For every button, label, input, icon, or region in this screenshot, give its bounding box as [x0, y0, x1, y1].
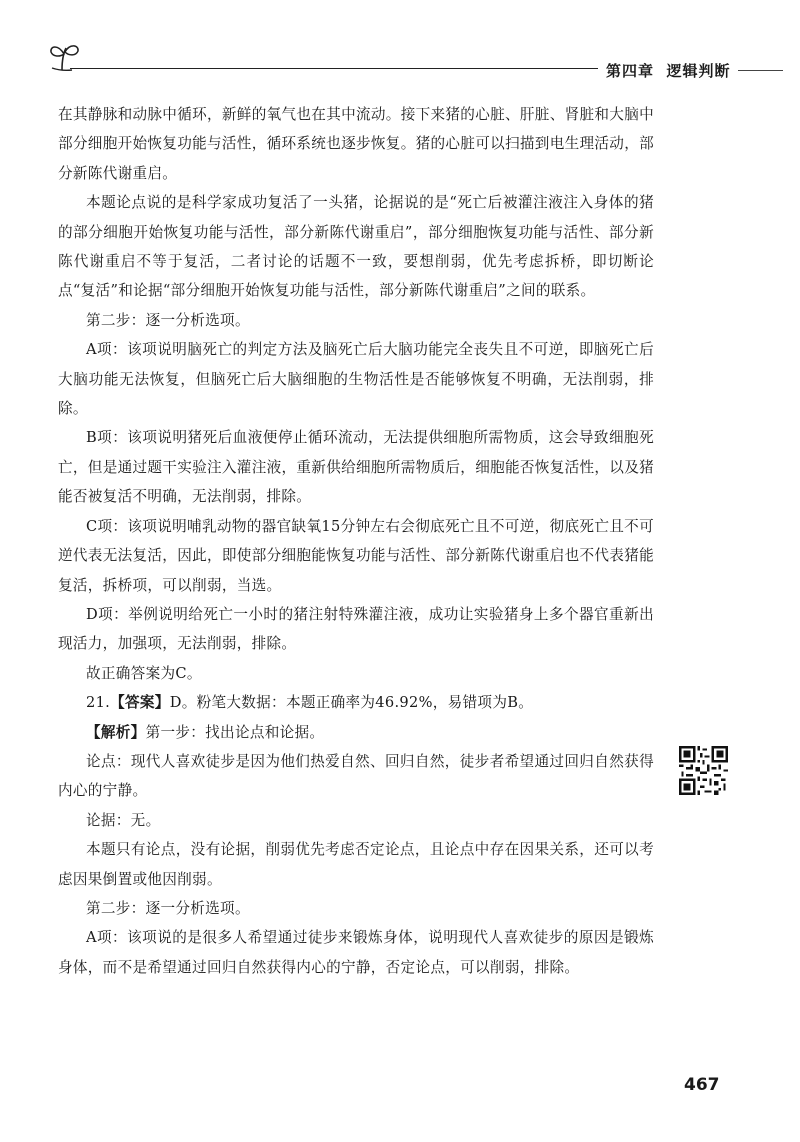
analysis-tag: 【解析】	[86, 723, 146, 741]
paragraph: 第二步：逐一分析选项。	[86, 311, 250, 329]
argument-evidence: 论据：无。	[86, 811, 161, 829]
page-header	[48, 40, 783, 80]
header-rule	[70, 68, 620, 69]
paragraph: 本题论点说的是科学家成功复活了一头猪，论据说的是“死亡后被灌注液注入身体的猪的部分细胞开始恢复功能与活性，部分新陈代谢重启”，部分细胞恢复功能与活性、部分新陈代谢重启不等于复活，二者讨论的话题不一致，要想削弱，优先考虑拆桥，即切断论点“复活”和论据“部分细胞开始恢复功能与活性，部分新陈代谢重启”之间的联系。	[58, 194, 654, 300]
paragraph: 在其静脉和动脉中循环，新鲜的氧气也在其中流动。接下来猪的心脏、肝脏、肾脏和大脑中部分细胞开始恢复功能与活性，循环系统也逐步恢复。猪的心脏可以扫描到电生理活动，部分新陈代谢重启。	[58, 106, 654, 182]
argument-thesis: 论点：现代人喜欢徒步是因为他们热爱自然、回归自然，徒步者希望通过回归自然获得内心的宁静。	[58, 752, 654, 800]
correct-answer-line: 故正确答案为C。	[86, 664, 202, 682]
option-a-analysis: A项：该项说明脑死亡的判定方法及脑死亡后大脑功能完全丧失且不可逆，即脑死亡后大脑功能无法恢复，但脑死亡后大脑细胞的生物活性是否能够恢复不明确，无法削弱，排除。	[58, 341, 654, 418]
option-d-analysis: D项：举例说明给死亡一小时的猪注射特殊灌注液，成功让实验猪身上多个器官重新出现活力，加强项，无法削弱，排除。	[58, 605, 654, 653]
option-a-analysis: A项：该项说的是很多人希望通过徒步来锻炼身体，说明现代人喜欢徒步的原因是锻炼身体，而不是希望通过回归自然获得内心的宁静，否定论点，可以削弱，排除。	[58, 929, 654, 976]
section-label: 逻辑判断	[666, 62, 731, 80]
page-body	[58, 100, 654, 982]
header-rule-right	[738, 70, 783, 71]
answer-text: D。粉笔大数据：本题正确率为46.92%，易错项为B。	[169, 694, 534, 712]
qr-code-icon[interactable]	[679, 746, 728, 795]
question-21-analysis	[58, 718, 654, 747]
paragraph: 本题只有论点，没有论据，削弱优先考虑否定论点，且论点中存在因果关系，还可以考虑因果倒置或他因削弱。	[58, 841, 654, 888]
question-21-answer	[58, 688, 654, 717]
chapter-title	[598, 60, 738, 81]
answer-tag: 【答案】	[110, 694, 170, 712]
paragraph: 第二步：逐一分析选项。	[86, 899, 250, 917]
chapter-label: 第四章	[606, 62, 655, 80]
option-c-analysis: C项：该项说明哺乳动物的器官缺氧15分钟左右会彻底死亡且不可逆，彻底死亡且不可逆代表无法复活，因此，即使部分细胞能恢复功能与活性、部分新陈代谢重启也不代表猪能复活，拆桥项，可以削弱，当选。	[58, 517, 654, 594]
page-number: 467	[684, 1075, 720, 1095]
option-b-analysis: B项：该项说明猪死后血液便停止循环流动，无法提供细胞所需物质，这会导致细胞死亡，但是通过题干实验注入灌注液，重新供给细胞所需物质后，细胞能否恢复活性，以及猪能否被复活不明确，无法削弱，排除。	[58, 429, 654, 506]
analysis-text: 第一步：找出论点和论据。	[145, 723, 325, 741]
question-number: 21.	[86, 694, 111, 712]
